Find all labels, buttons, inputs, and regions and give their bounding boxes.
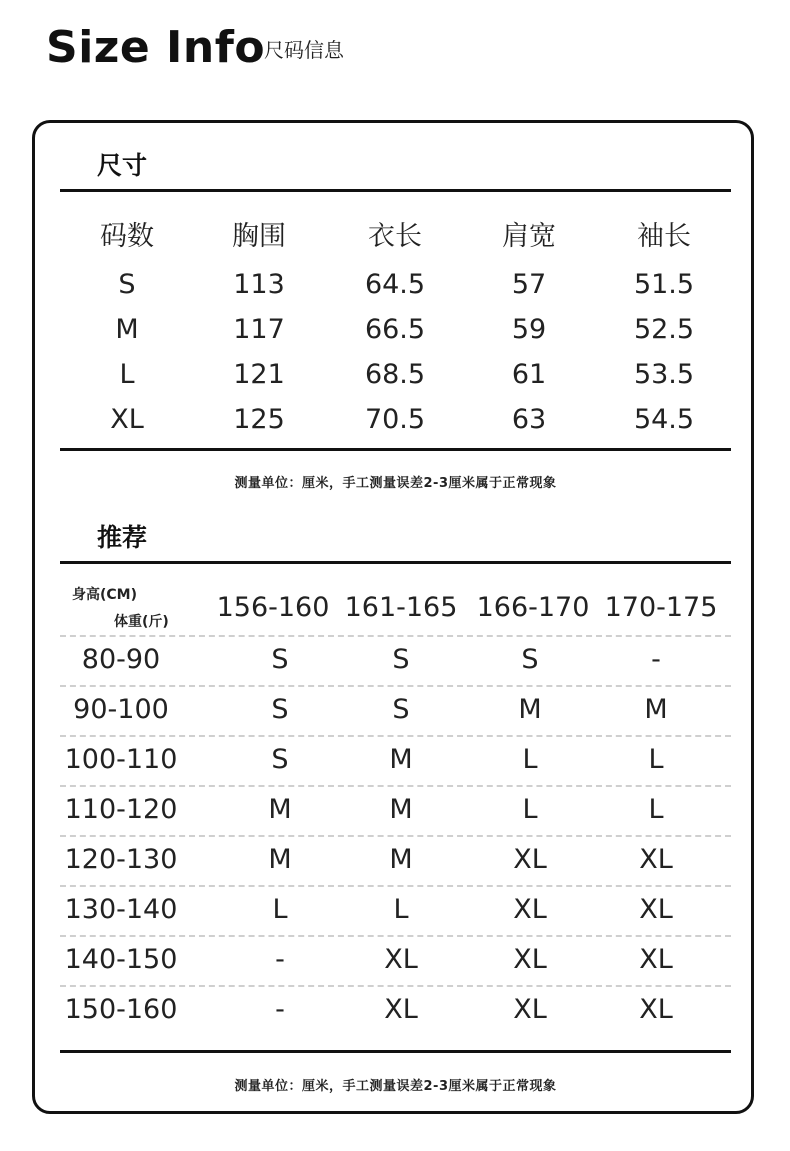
- size-recommendation: S: [271, 644, 289, 675]
- size-recommendation: L: [648, 744, 664, 775]
- height-col-header: 156-160: [216, 592, 330, 623]
- height-axis-label: 身高(CM): [72, 587, 138, 603]
- size-col-header: 码数: [100, 221, 154, 252]
- page-title: Size Info: [46, 22, 266, 73]
- size-cell: 70.5: [364, 404, 426, 435]
- size-col-header: 胸围: [232, 221, 286, 252]
- size-cell: 66.5: [364, 314, 426, 345]
- height-col-header: 166-170: [476, 592, 590, 623]
- size-cell: XL: [110, 404, 144, 435]
- size-recommendation: XL: [639, 894, 673, 925]
- size-recommendation: S: [271, 694, 289, 725]
- height-col-header: 170-175: [604, 592, 718, 623]
- size-col-header: 袖长: [637, 221, 691, 252]
- size-recommendation: M: [389, 844, 413, 875]
- size-recommendation: XL: [513, 894, 547, 925]
- recommend-row: [60, 935, 731, 985]
- weight-range: 140-150: [64, 944, 178, 975]
- size-note: 测量单位：厘米，手工测量误差2-3厘米属于正常现象: [234, 476, 557, 491]
- size-cell: 64.5: [364, 269, 426, 300]
- size-recommendation: M: [389, 744, 413, 775]
- size-cell: 51.5: [633, 269, 695, 300]
- size-recommendation: S: [521, 644, 539, 675]
- size-recommendation: S: [392, 644, 410, 675]
- size-row: [60, 263, 731, 307]
- size-cell: 53.5: [633, 359, 695, 390]
- page-subtitle: 尺码信息: [264, 38, 344, 62]
- weight-range: 90-100: [73, 694, 169, 725]
- recommend-section-title: 推荐: [97, 523, 148, 552]
- size-recommendation: XL: [639, 994, 673, 1025]
- height-col-header: 161-165: [344, 592, 458, 623]
- size-header-row: [60, 215, 731, 259]
- weight-range: 100-110: [64, 744, 178, 775]
- size-cell: 113: [233, 269, 285, 300]
- size-cell: M: [115, 314, 139, 345]
- size-recommendation: M: [268, 844, 292, 875]
- weight-axis-label: 体重(斤): [114, 614, 169, 630]
- size-cell: 52.5: [633, 314, 695, 345]
- weight-range: 130-140: [64, 894, 178, 925]
- size-cell: 125: [233, 404, 285, 435]
- size-col-header: 衣长: [368, 221, 422, 252]
- weight-range: 150-160: [64, 994, 178, 1025]
- recommend-row: [60, 985, 731, 1035]
- recommend-row: [60, 635, 731, 685]
- size-cell: 121: [233, 359, 285, 390]
- recommend-row: [60, 685, 731, 735]
- size-recommendation: XL: [513, 944, 547, 975]
- size-recommendation: L: [522, 744, 538, 775]
- size-col-header: 肩宽: [502, 221, 556, 252]
- size-recommendation: XL: [513, 994, 547, 1025]
- size-cell: 59: [511, 314, 547, 345]
- size-recommendation: S: [271, 744, 289, 775]
- size-bottom-rule: [60, 448, 731, 451]
- size-recommendation: L: [648, 794, 664, 825]
- size-recommendation: XL: [384, 994, 418, 1025]
- size-recommendation: L: [272, 894, 288, 925]
- size-recommendation: L: [393, 894, 409, 925]
- recommend-row: [60, 785, 731, 835]
- size-recommendation: S: [392, 694, 410, 725]
- size-cell: L: [119, 359, 135, 390]
- size-recommendation: XL: [639, 944, 673, 975]
- size-recommendation: M: [268, 794, 292, 825]
- size-cell: S: [118, 269, 136, 300]
- size-row: [60, 398, 731, 442]
- size-section-title: 尺寸: [97, 151, 148, 180]
- recommend-row: [60, 885, 731, 935]
- size-recommendation: M: [518, 694, 542, 725]
- size-row: [60, 353, 731, 397]
- size-cell: 57: [511, 269, 547, 300]
- size-recommendation: XL: [513, 844, 547, 875]
- recommend-row: [60, 835, 731, 885]
- weight-range: 120-130: [64, 844, 178, 875]
- recommend-bottom-rule: [60, 1050, 731, 1053]
- size-recommendation: L: [522, 794, 538, 825]
- recommend-note: 测量单位：厘米，手工测量误差2-3厘米属于正常现象: [234, 1079, 557, 1094]
- size-recommendation: XL: [384, 944, 418, 975]
- size-cell: 54.5: [633, 404, 695, 435]
- weight-range: 110-120: [64, 794, 178, 825]
- size-cell: 68.5: [364, 359, 426, 390]
- size-recommendation: -: [275, 944, 285, 975]
- size-recommendation: XL: [639, 844, 673, 875]
- recommend-row: [60, 735, 731, 785]
- size-recommendation: M: [644, 694, 668, 725]
- size-row: [60, 308, 731, 352]
- size-cell: 63: [511, 404, 547, 435]
- recommend-top-rule: [60, 561, 731, 564]
- size-recommendation: -: [651, 644, 661, 675]
- size-cell: 117: [233, 314, 285, 345]
- size-recommendation: -: [275, 994, 285, 1025]
- size-cell: 61: [511, 359, 547, 390]
- size-top-rule: [60, 189, 731, 192]
- weight-range: 80-90: [81, 644, 161, 675]
- size-recommendation: M: [389, 794, 413, 825]
